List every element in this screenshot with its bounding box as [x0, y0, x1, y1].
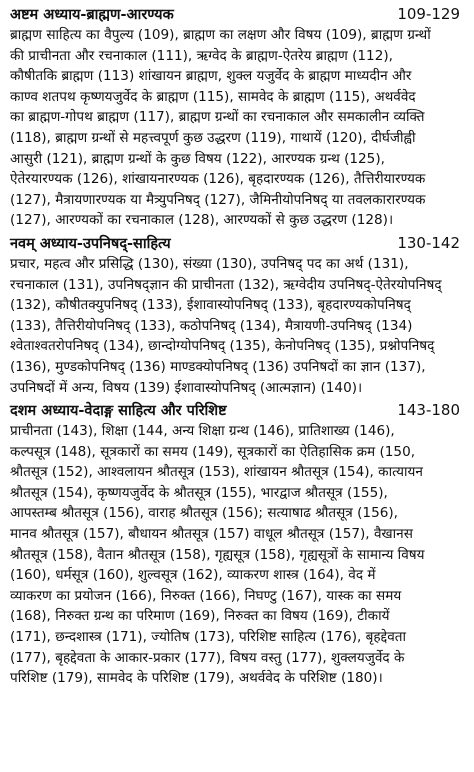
- content-line: आपस्तम्ब श्रौतसूत्र (156), वाराह श्रौतसूत्र (156); सत्याषाढ श्रौतसूत्र (156),: [10, 505, 398, 522]
- content-line: (118), ब्राह्मण ग्रन्थों से महत्त्वपूर्ण कुछ उद्धरण (119), गाथायें (120), दीर्घजीह्वी: [10, 129, 416, 146]
- content-line: प्राचीनता (143), शिक्षा (144, अन्य शिक्षा ग्रन्थ (146), प्रातिशाख्य (146),: [10, 423, 395, 440]
- content-line: उपनिषदों में अन्य, विषय (139) ईशावास्योपनिषद् (आत्मज्ञान) (140)।: [10, 379, 363, 396]
- content-line: ऐतेरयारण्यक (126), शांखायनारण्यक (126), बृहदारण्यक (126), तैत्तिरीयारण्यक: [10, 171, 426, 188]
- content-line: (133), तैत्तिरीयोपनिषद् (133), कठोपनिषद् (134), मैत्रायणी-उपनिषद् (134): [10, 317, 413, 334]
- chapter-title: अष्टम अध्याय-ब्राह्मण-आरण्यक: [10, 7, 174, 23]
- chapter-heading: [10, 400, 466, 421]
- content-line: की प्राचीनता और रचनाकाल (111), ऋग्वेद के ब्राह्मण-ऐतरेय ब्राह्मण (112),: [10, 47, 393, 64]
- content-line: का ब्राह्मण-गोपथ ब्राह्मण (117), ब्राह्मण ग्रन्थों का रचनाकाल और समकालीन व्यक्ति: [10, 109, 425, 126]
- content-line: श्रौतसूत्र (158), वैतान श्रौतसूत्र (158), गृह्यसूत्र (158), गृह्यसूत्रों के सामान्य विषय: [10, 546, 425, 563]
- chapter-heading: [10, 233, 466, 254]
- content-line: प्रचार, महत्व और प्रसिद्धि (130), संख्या (130), उपनिषद् पद का अर्थ (131),: [10, 255, 409, 272]
- chapter-title: दशम अध्याय-वेदाङ्ग साहित्य और परिशिष्ट: [10, 403, 227, 420]
- content-line: कौषीतकि ब्राह्मण (113) शांखायन ब्राह्मण, शुक्ल यजुर्वेद के ब्राह्मण माध्यदीन और: [10, 68, 412, 85]
- chapter-9-section: [10, 233, 466, 398]
- content-line: आसुरी (121), ब्राह्मण ग्रन्थों के कुछ विषय (122), आरण्यक ग्रन्थ (125),: [10, 150, 385, 167]
- chapter-title: नवम् अध्याय-उपनिषद्-साहित्य: [10, 235, 171, 252]
- content-line: (132), कौषीतक्युपनिषद् (133), ईशावास्योपनिषद् (133), बृहदारण्यकोपनिषद्: [10, 297, 411, 314]
- chapter-heading: [10, 4, 466, 25]
- content-line: (160), धर्मसूत्र (160), शुल्वसूत्र (162), व्याकरण शास्त्र (164), वेद में: [10, 567, 376, 584]
- content-line: ब्राह्मण साहित्य का वैपुल्य (109), ब्राह्मण का लक्षण और विषय (109), ब्राह्मण ग्रन्थों: [10, 27, 431, 43]
- content-line: व्याकरण का प्रयोजन (166), निरुक्त (166), निघण्टु (167), यास्क का समय: [10, 587, 402, 604]
- chapter-8-section: [10, 4, 466, 231]
- content-line: (168), निरुक्त ग्रन्थ का परिमाण (169), निरुक्त का विषय (169), टीकायें: [10, 608, 390, 625]
- content-line: (136), मुण्डकोपनिषद् (136) माण्डक्योपनिषद् (136) उपनिषदों का ज्ञान (137),: [10, 358, 426, 375]
- content-line: (127), आरण्यकों का रचनाकाल (128), आरण्यकों से कुछ उद्धरण (128)।: [10, 212, 394, 229]
- content-line: (127), मैत्रायणारण्यक या मैत्र्युपनिषद् (127), जैमिनीयोपनिषद् या तवलकारारण्यक: [10, 191, 426, 208]
- content-line: श्रौतसूत्र (154), कृष्णयजुर्वेद के श्रौतसूत्र (155), भारद्वाज श्रौतसूत्र (155),: [10, 484, 388, 501]
- page-range: 130-142: [397, 233, 460, 252]
- content-line: काण्व शतपथ कृष्णयजुर्वेद के ब्राह्मण (115), सामवेद के ब्राह्मण (115), अथर्ववेद: [10, 88, 416, 105]
- page-range: 109-129: [397, 5, 460, 23]
- content-line: (171), छन्दशास्त्र (171), ज्योतिष (173), परिशिष्ट साहित्य (176), बृहद्देवता: [10, 629, 407, 646]
- chapter-10-section: [10, 400, 466, 689]
- content-line: परिशिष्ट (179), सामवेद के परिशिष्ट (179), अथर्ववेद के परिशिष्ट (180)।: [10, 670, 383, 687]
- content-line: श्वेताश्वतरोपनिषद् (134), छान्दोग्योपनिषद् (135), केनोपनिषद् (135), प्रश्नोपनिषद्: [10, 338, 435, 355]
- content-line: कल्पसूत्र (148), सूत्रकारों का समय (149), सूत्रकारों का ऐतिहासिक क्रम (150,: [10, 443, 416, 460]
- page-range: 143-180: [397, 401, 460, 420]
- content-line: मानव श्रौतसूत्र (157), बौधायन श्रौतसूत्र (157) वाधूल श्रौतसूत्र (157), वैखानस: [10, 526, 413, 543]
- content-line: रचनाकाल (131), उपनिषद्ज्ञान की प्राचीनता (132), ऋग्वेदीय उपनिषद्-ऐतेरयोपनिषद्: [10, 276, 442, 293]
- content-line: (177), बृहद्देवता के आकार-प्रकार (177), विषय वस्तु (177), शुक्लयजुर्वेद के: [10, 649, 405, 666]
- content-line: श्रौतसूत्र (152), आश्वलायन श्रौतसूत्र (153), शांखायन श्रौतसूत्र (154), कात्यायन: [10, 464, 423, 481]
